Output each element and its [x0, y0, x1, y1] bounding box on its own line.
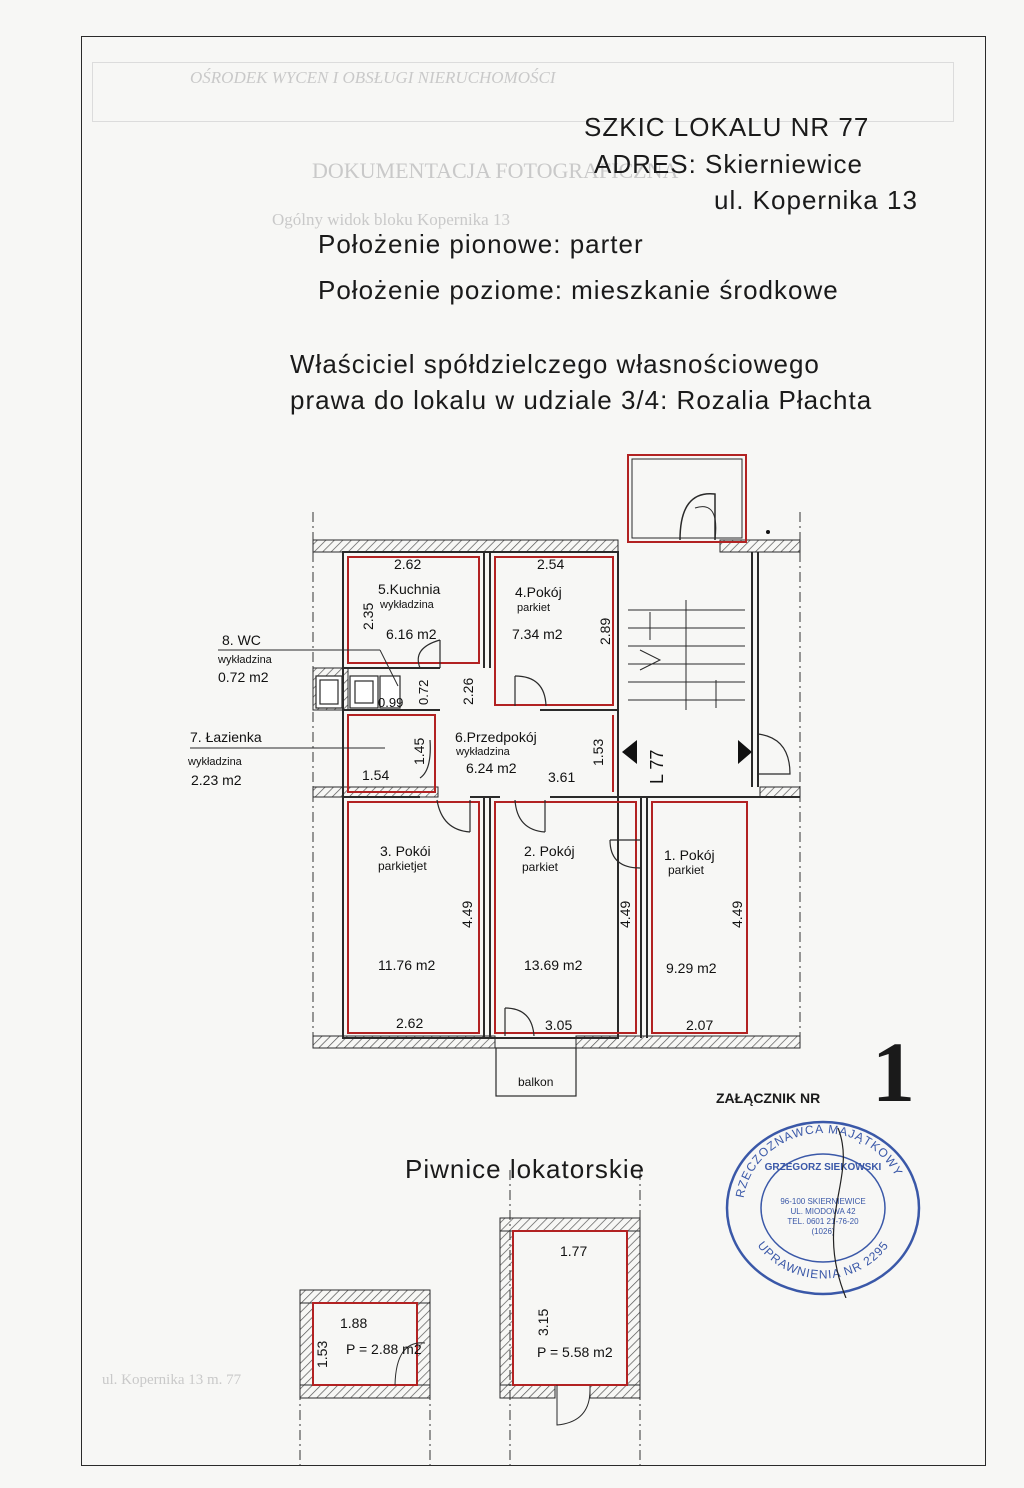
room1-name: 1. Pokój — [664, 847, 715, 863]
watermark-company: OŚRODEK WYCEN I OBSŁUGI NIERUCHOMOŚCI — [190, 68, 556, 87]
balcony-label: balkon — [518, 1075, 554, 1089]
vertical-position: Położenie pionowe: parter — [318, 229, 644, 259]
hall-area: 6.24 m2 — [466, 760, 517, 776]
surveyor-stamp — [718, 1108, 928, 1298]
stamp-ring-top: RZECZOZNAWCA MAJĄTKOWY — [732, 1121, 906, 1199]
kitchen-finish: wykładzina — [380, 599, 434, 611]
sketch-title: SZKIC LOKALU NR 77 — [584, 112, 870, 142]
bathroom-name: 7. Łazienka — [190, 729, 262, 745]
room4-height: 2.89 — [597, 617, 613, 645]
cellar-a-area: P = 2.88 m2 — [346, 1341, 422, 1357]
room4-finish: parkiet — [517, 602, 551, 614]
bathroom-height: 1.45 — [411, 737, 427, 765]
room2-name: 2. Pokój — [524, 843, 575, 859]
wc-area: 0.72 m2 — [218, 669, 269, 685]
room3-width: 2.62 — [396, 1015, 424, 1031]
wc-name: 8. WC — [222, 632, 261, 648]
bathroom-area: 2.23 m2 — [191, 772, 242, 788]
room3-finish: parkietjet — [378, 859, 427, 873]
room4-area: 7.34 m2 — [512, 626, 563, 642]
kitchen-area: 6.16 m2 — [386, 626, 437, 642]
stamp-address-2: UL. MIODOWA 42 — [790, 1207, 856, 1216]
room1-height: 4.49 — [729, 900, 745, 928]
cellar-a-height: 1.53 — [314, 1340, 330, 1368]
watermark-footer: ul. Kopernika 13 m. 77 — [102, 1372, 242, 1388]
wc-height: 0.72 — [416, 679, 431, 705]
wc-width: 0.99 — [378, 695, 404, 710]
owner-line-2: prawa do lokalu w udziale 3/4: Rozalia Płachta — [290, 385, 873, 415]
room2-width: 3.05 — [545, 1017, 573, 1033]
stamp-name: GRZEGORZ SIEKOWSKI — [764, 1162, 882, 1173]
stamp-address-1: 96-100 SKIERNIEWICE — [780, 1197, 866, 1206]
doors — [418, 640, 640, 1036]
room2-area: 13.69 m2 — [524, 957, 583, 973]
room1-width: 2.07 — [686, 1017, 714, 1033]
bathroom-finish: wykładzina — [188, 756, 242, 768]
kitchen-width: 2.62 — [394, 556, 422, 572]
owner-line-1: Właściciel spółdzielczego własnościowego — [290, 349, 820, 379]
stamp-ring-bottom: UPRAWNIENIA NR 2295 — [754, 1238, 892, 1282]
stair-label: L 77 — [647, 749, 667, 784]
room1-area: 9.29 m2 — [666, 960, 717, 976]
address-street: ul. Kopernika 13 — [714, 185, 918, 215]
horizontal-position: Położenie poziome: mieszkanie środkowe — [318, 275, 839, 305]
wc-finish: wykładzina — [218, 654, 272, 666]
attachment-label: ZAŁĄCZNIK NR — [716, 1090, 821, 1106]
cellar-b-height: 3.15 — [535, 1308, 551, 1336]
kitchen-height: 2.35 — [360, 602, 376, 630]
room3-height: 4.49 — [459, 900, 475, 928]
bathroom-width: 1.54 — [362, 767, 390, 783]
attachment-number: 1 — [872, 1024, 915, 1120]
cellar-b-area: P = 5.58 m2 — [537, 1344, 613, 1360]
hall-height: 1.53 — [590, 738, 606, 766]
cellar-b-width: 1.77 — [560, 1243, 588, 1259]
watermark-docs: DOKUMENTACJA FOTOGRAFICZNA — [312, 158, 679, 183]
basement-title: Piwnice lokatorskie — [405, 1154, 646, 1184]
room4-width: 2.54 — [537, 556, 565, 572]
room3-name: 3. Pokói — [380, 843, 431, 859]
room3-area: 11.76 m2 — [378, 957, 436, 973]
hall-finish: wykładzina — [456, 746, 510, 758]
stamp-phone: TEL. 0601 21-76-20 — [787, 1217, 859, 1226]
room2-finish: parkiet — [522, 860, 559, 874]
hall-name: 6.Przedpokój — [455, 729, 537, 745]
hall-width: 3.61 — [548, 769, 576, 785]
address-label: ADRES: Skierniewice — [594, 149, 863, 179]
stamp-code: (1026) — [811, 1227, 835, 1236]
room1-finish: parkiet — [668, 863, 705, 877]
watermark-caption: Ogólny widok bloku Kopernika 13 — [272, 210, 510, 229]
staircase — [622, 455, 790, 774]
kitchen-name: 5.Kuchnia — [378, 581, 441, 597]
hall-height-2: 2.26 — [460, 677, 476, 705]
room4-name: 4.Pokój — [515, 584, 562, 600]
room2-height: 4.49 — [617, 900, 633, 928]
cellar-a-width: 1.88 — [340, 1315, 368, 1331]
